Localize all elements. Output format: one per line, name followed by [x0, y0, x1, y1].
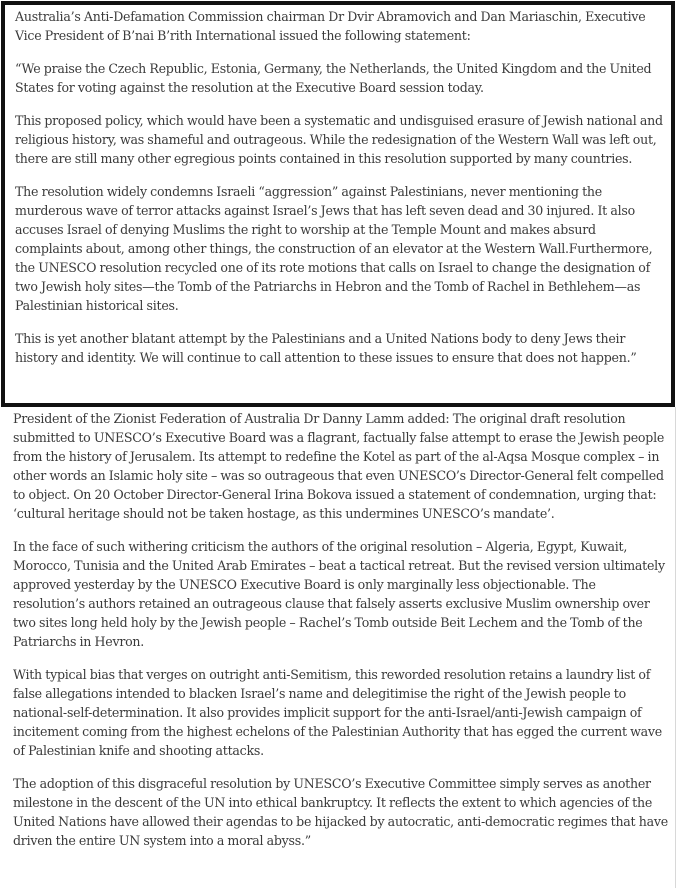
- article-paragraph: The adoption of this disgraceful resolution by UNESCO’s Executive Committee simply serves as another milestone in the descent of the UN into ethical bankruptcy. It reflects the extent to which agencies of the United Nations have allowed their agendas to be hijacked by autocratic, anti-democratic regimes that have driven the entire UN system into a moral abyss.”: [13, 776, 668, 848]
- article-paragraph: With typical bias that verges on outright anti-Semitism, this reworded resolution retains a laundry list of false allegations intended to blacken Israel’s name and delegitimise the right of the Jewish people to national-self-determination. It also provides implicit support for the anti-Israel/anti-Jewish campaign of incitement coming from the highest echelons of the Palestinian Authority that has egged the current wave of Palestinian knife and shooting attacks.: [13, 667, 662, 758]
- article-paragraph: President of the Zionist Federation of Australia Dr Danny Lamm added: The original draft resolution submitted to UNESCO’s Executive Board was a flagrant, factually false attempt to erase the Jewish people from the history of Jerusalem. Its attempt to redefine the Kotel as part of the al-Aqsa Mosque complex – in other words an Islamic holy site – was so outrageous that even UNESCO’s Director-General felt compelled to object. On 20 October Director-General Irina Bokova issued a statement of condemnation, urging that: ‘cultural heritage should not be taken hostage, as this undermines UNESCO’s mandate’.: [13, 411, 665, 521]
- statement-paragraph: This proposed policy, which would have been a systematic and undisguised erasure of Jewish national and religious history, was shameful and outrageous. While the redesignation of the Western Wall was left out, there are still many other egregious points contained in this resolution supported by many countries.: [15, 113, 663, 166]
- statement-paragraph: This is yet another blatant attempt by the Palestinians and a United Nations body to deny Jews their history and identity. We will continue to call attention to these issues to ensure that does not happen.”: [15, 331, 637, 365]
- highlighted-statement-box: [1, 1, 675, 407]
- article-paragraph: In the face of such withering criticism the authors of the original resolution – Algeria, Egypt, Kuwait, Morocco, Tunisia and the United Arab Emirates – beat a tactical retreat. But the revised version ultimately approved yesterday by the UNESCO Executive Board is only marginally less objectionable. The resolution’s authors retained an outrageous clause that falsely asserts exclusive Muslim ownership over two sites long held holy by the Jewish people – Rachel’s Tomb outside Beit Lechem and the Tomb of the Patriarchs in Hevron.: [13, 539, 665, 649]
- statement-paragraph: “We praise the Czech Republic, Estonia, Germany, the Netherlands, the United Kingdom and the United States for voting against the resolution at the Executive Board session today.: [15, 61, 652, 95]
- statement-paragraph: The resolution widely condemns Israeli “aggression” against Palestinians, never mentioning the murderous wave of terror attacks against Israel’s Jews that has left seven dead and 30 injured. It also accuses Israel of denying Muslims the right to worship at the Temple Mount and makes absurd complaints about, among other things, the construction of an elevator at the Western Wall.Furthermore, the UNESCO resolution recycled one of its rote motions that calls on Israel to change the designation of two Jewish holy sites—the Tomb of the Patriarchs in Hebron and the Tomb of Rachel in Bethlehem—as Palestinian historical sites.: [15, 184, 653, 313]
- statement-intro-paragraph: Australia’s Anti-Defamation Commission chairman Dr Dvir Abramovich and Dan Mariaschin, Executive Vice President of B’nai B’rith International issued the following statement:: [15, 9, 646, 43]
- article-continuation: [13, 409, 669, 864]
